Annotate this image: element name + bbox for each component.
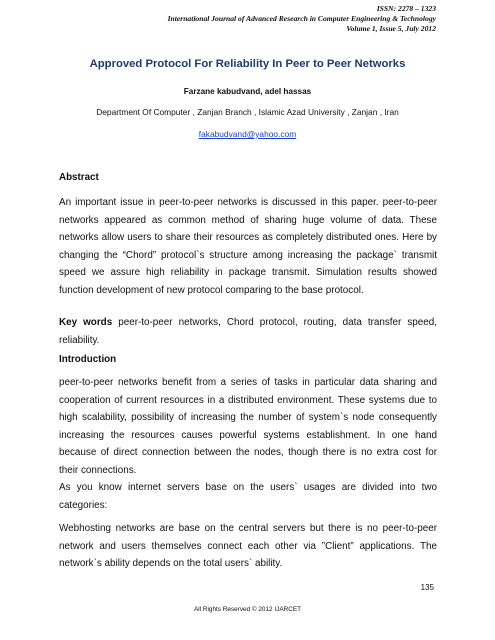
journal-name: International Journal of Advanced Research in Computer Engineering & Technology — [167, 14, 436, 23]
paper-title: Approved Protocol For Reliability In Peer to Peer Networks — [89, 58, 406, 70]
abstract-text: An important issue in peer-to-peer networks is discussed in this paper. peer-to-peer networks appeared as common method of sharing huge volume of data. These networks allow users to share their resources as completely distributed ones. Here by changing the “Chord” protocol`s structure among increasing the package` transmit speed we assure high reliability in package transmit. Simulation results showed function development of new protocol comparing to the base protocol. — [59, 197, 437, 296]
copyright-footer: All Rights Reserved © 2012 IJARCET — [194, 606, 301, 613]
keywords — [59, 314, 437, 349]
intro-paragraph-2: As you know internet servers base on the users` usages are divided into two categories: — [59, 482, 437, 511]
intro-paragraph-1: peer-to-peer networks benefit from a series of tasks in particular data sharing and cooperation of current resources in a distributed environment. These systems due to high scalability, possibility of increasing the number of system`s node consequently increasing the resources causes powerful systems establishment. In one hand because of direct connection between the nodes, though there is no extra cost for their connections. — [59, 377, 437, 476]
affiliation: Department Of Computer , Zanjan Branch , Islamic Azad University , Zanjan , Iran — [96, 107, 399, 117]
volume-issue: Volume 1, Issue 5, July 2012 — [346, 24, 436, 33]
email-link[interactable]: fakabudvand@yahoo.com — [198, 129, 297, 139]
authors: Farzane kabudvand, adel hassas — [183, 87, 312, 96]
intro-paragraph-3: Webhosting networks are base on the central servers but there is no peer-to-peer network and users themselves connect each other via ”Client” applications. The network`s ability depends on the total users` ability. — [59, 523, 437, 569]
introduction-heading: Introduction — [59, 354, 117, 365]
journal-header — [168, 4, 436, 34]
keywords-label: Key words — [59, 317, 113, 328]
keywords-text: peer-to-peer networks, Chord protocol, routing, data transfer speed, reliability. — [59, 317, 437, 346]
issn: ISSN: 2278 – 1323 — [376, 4, 436, 13]
page-number: 135 — [420, 583, 434, 592]
abstract-heading: Abstract — [59, 172, 99, 183]
